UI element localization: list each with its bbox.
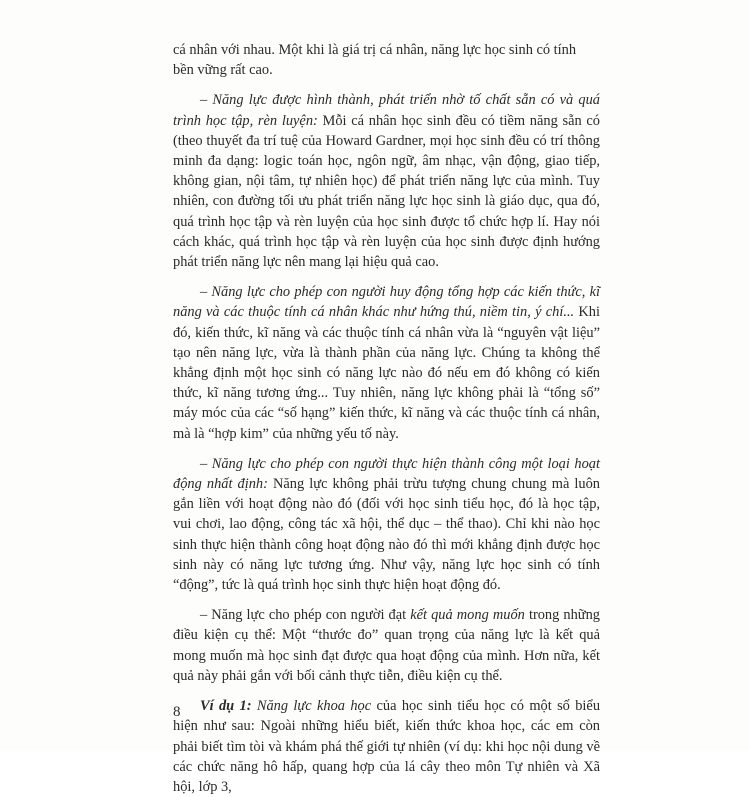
paragraph-text: cá nhân với nhau. Một khi là giá trị cá nhân, năng lực học sinh có tính bền vững rất cao.: [173, 42, 577, 79]
body-text: [173, 40, 600, 797]
page-number: 8: [173, 704, 181, 720]
paragraph-competence-formation: [173, 90, 600, 272]
example-label: Ví dụ 1:: [200, 698, 252, 715]
paragraph-heading: – Năng lực được hình thành, phát triển nhờ tố chất sẵn có và quá trình học tập, rèn luyện:: [173, 92, 600, 129]
example-emphasis: Năng lực khoa học: [251, 698, 372, 715]
paragraph-heading: – Năng lực cho phép con người huy động tổng hợp các kiến thức, kĩ năng và các thuộc tính cá nhân khác như hứng thú, niềm tin, ý chí...: [173, 284, 600, 321]
paragraph-competence-mobilization: [173, 282, 600, 444]
paragraph-competence-activity: [173, 454, 600, 595]
paragraph-example-1: [173, 696, 600, 797]
paragraph-heading: – Năng lực cho phép con người thực hiện thành công một loại hoạt động nhất định:: [173, 455, 600, 493]
paragraph-text: của học sinh tiểu học có một số biểu hiện như sau: Ngoài những hiểu biết, kiến thức khoa học, các em còn phải biết tìm tòi và khám phá thế giới tự nhiên (ví dụ: khi học nội dung về các chức năng hô hấp, quang hợp của lá cây theo môn Tự nhiên và Xã hội, lớp 3,: [173, 698, 601, 795]
paragraph-competence-results: [173, 605, 600, 686]
paragraph-text: Năng lực không phải trừu tượng chung chung mà luôn gắn liền với hoạt động nào đó (đối với học sinh tiểu học, đó là học tập, vui chơi, lao động, công tác xã hội, thể dục – thể thao). Chỉ khi nào học sinh thực hiện thành công hoạt động nào đó thì mới khẳng định được học sinh này có năng lực tương ứng. Như vậy, năng lực học sinh có tính “động”, tức là quá trình học sinh thực hiện hoạt động đó.: [173, 476, 601, 594]
paragraph-text: Mỗi cá nhân học sinh đều có tiềm năng sẵn có (theo thuyết đa trí tuệ của Howard Gardner, mọi học sinh đều có trí thông minh đa dạng: logic toán học, ngôn ngữ, âm nhạc, vận động, giao tiếp, không gian, nội tâm, tự nhiên học) để phát triển năng lực của mình. Tuy nhiên, con đường tối ưu phát triển năng lực học sinh là giáo dục, qua đó, quá trình học tập và rèn luyện của học sinh được tổ chức hợp lí. Hay nói cách khác, quá trình học tập và rèn luyện của học sinh được định hướng phát triển năng lực nên mang lại hiệu quả cao.: [173, 112, 600, 271]
paragraph-emphasis: kết quả mong muốn: [410, 607, 525, 624]
paragraph-continuation: [173, 40, 600, 80]
paragraph-text: Khi đó, kiến thức, kĩ năng và các thuộc tính cá nhân vừa là “nguyên vật liệu” tạo nên năng lực, vừa là thành phần của năng lực. Chúng ta không thể khẳng định một học sinh có năng lực nào đó nếu em đó không có kiến thức, kĩ năng tương ứng... Tuy nhiên, năng lực không phải là “tổng số” máy móc của các “số hạng” kiến thức, kĩ năng và các thuộc tính cá nhân, mà là “hợp kim” của những yếu tố này.: [173, 304, 600, 442]
paragraph-lead: – Năng lực cho phép con người đạt: [200, 607, 411, 624]
paragraph-text: trong những điều kiện cụ thể: Một “thước đo” quan trọng của năng lực là kết quả mong muốn mà học sinh đạt được qua hoạt động của mình. Hơn nữa, kết quả này phải gắn với bối cảnh thực tiễn, điều kiện cụ thể.: [173, 607, 600, 684]
